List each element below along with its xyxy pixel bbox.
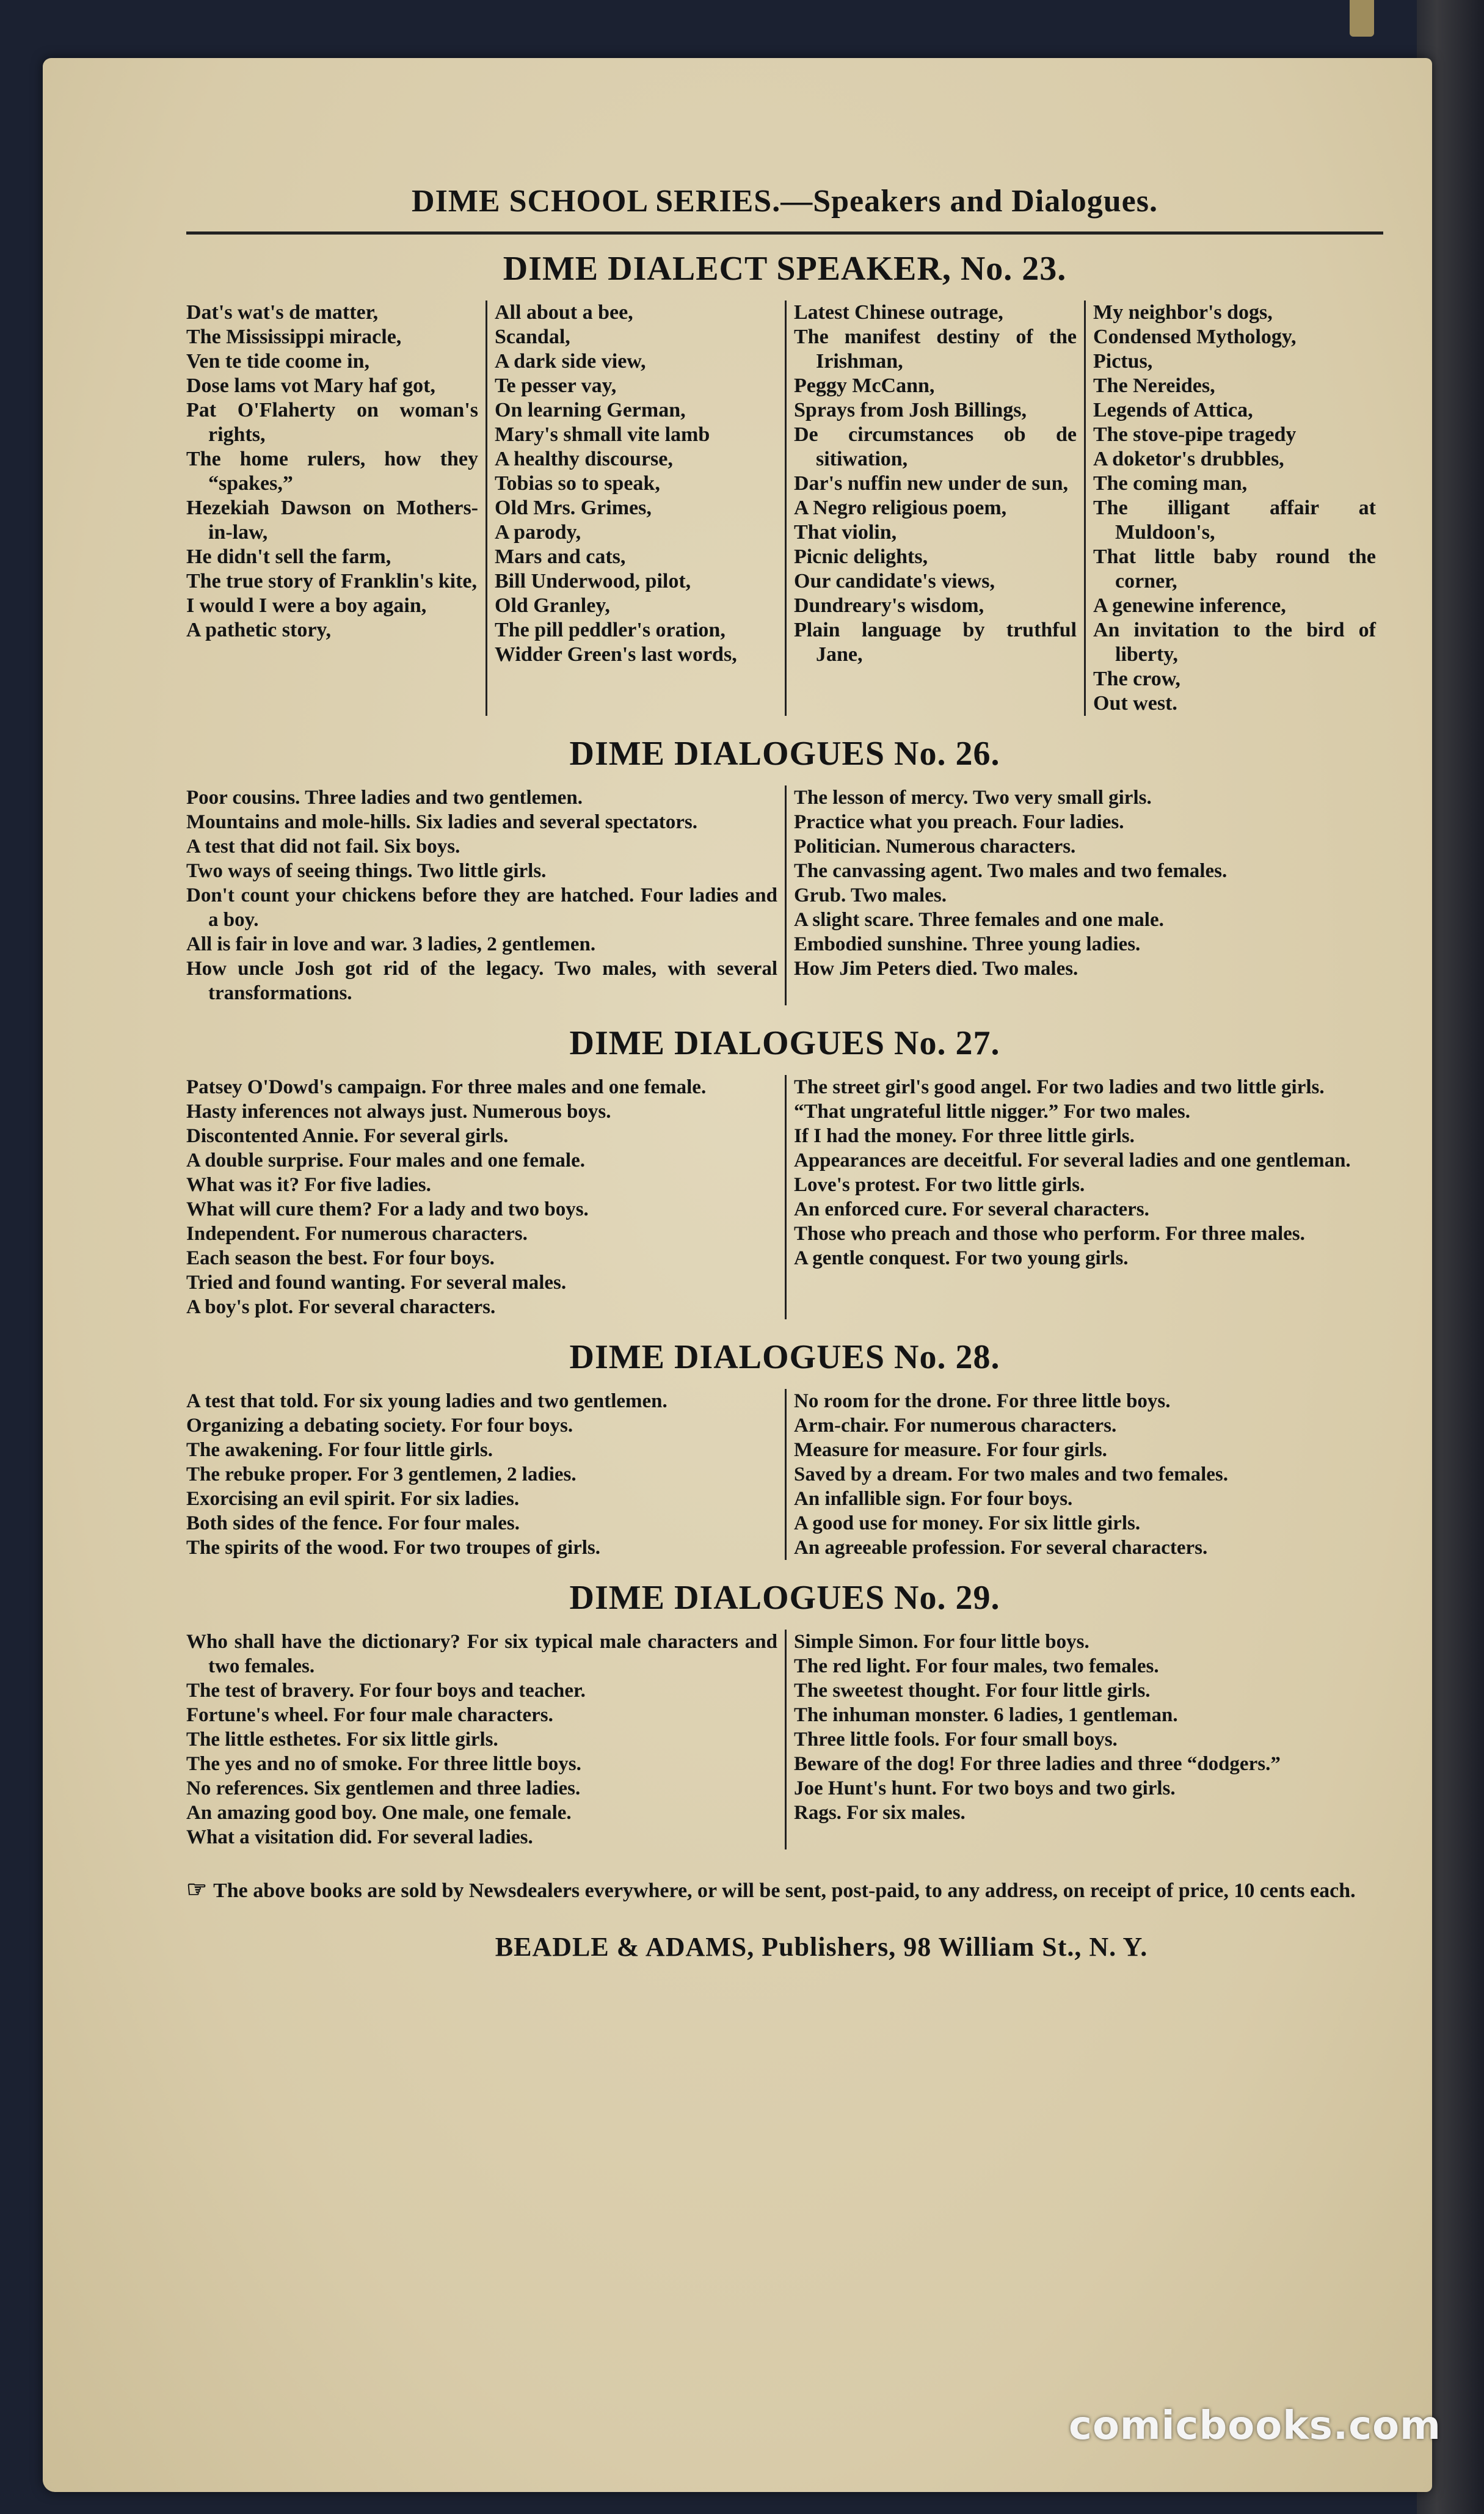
list-item: If I had the money. For three little girls.	[794, 1125, 1135, 1147]
list-item: Joe Hunt's hunt. For two boys and two girls.	[794, 1777, 1176, 1799]
section-title: DIME DIALOGUES No. 28.	[569, 1338, 1000, 1376]
list-item: Ven te tide coome in,	[186, 350, 369, 373]
list-item: Mars and cats,	[495, 545, 626, 568]
section-title: DIME DIALECT SPEAKER, No. 23.	[503, 250, 1067, 288]
list-item: Mary's shmall vite lamb	[495, 423, 710, 446]
watermark: comicbooks.com	[1069, 2403, 1441, 2449]
list-item: Bill Underwood, pilot,	[495, 570, 691, 592]
list-item: The true story of Franklin's kite,	[186, 570, 477, 592]
list-item: A test that did not fail. Six boys.	[186, 836, 460, 858]
list-item: That little baby round the corner,	[1093, 545, 1376, 592]
list-item: An amazing good boy. One male, one female.	[186, 1802, 572, 1824]
list-item: Arm-chair. For numerous characters.	[794, 1415, 1117, 1437]
list-item: The illigant affair at Muldoon's,	[1093, 497, 1376, 544]
list-item: What was it? For five ladies.	[186, 1174, 431, 1196]
sales-notice	[186, 1874, 1383, 1907]
list-item: On learning German,	[495, 399, 686, 421]
section-columns	[186, 301, 1383, 716]
list-item: The street girl's good angel. For two ladies and two little girls.	[794, 1076, 1325, 1098]
section-dialogues-26	[186, 734, 1383, 1005]
list-item: Both sides of the fence. For four males.	[186, 1512, 520, 1534]
column	[1084, 301, 1383, 716]
page-corner	[1350, 0, 1374, 37]
column	[186, 301, 486, 716]
list-item: He didn't sell the farm,	[186, 545, 391, 568]
list-item: Grub. Two males.	[794, 884, 947, 906]
list-item: The spirits of the wood. For two troupes of girls.	[186, 1537, 601, 1559]
section-dialogues-28	[186, 1338, 1383, 1560]
list-item: De circumstances ob de sitiwation,	[794, 423, 1077, 470]
list-item: Independent. For numerous characters.	[186, 1223, 528, 1245]
list-item: All is fair in love and war. 3 ladies, 2 gentlemen.	[186, 933, 596, 955]
column	[186, 1389, 785, 1560]
column	[785, 1389, 1383, 1560]
list-item: Measure for measure. For four girls.	[794, 1439, 1107, 1461]
list-item: Love's protest. For two little girls.	[794, 1174, 1085, 1196]
section-columns	[186, 1075, 1383, 1319]
list-item: Out west.	[1093, 692, 1177, 715]
list-item: The inhuman monster. 6 ladies, 1 gentleman.	[794, 1704, 1178, 1726]
section-dialogues-27	[186, 1024, 1383, 1319]
list-item: Embodied sunshine. Three young ladies.	[794, 933, 1141, 955]
list-item: The red light. For four males, two females.	[794, 1655, 1159, 1677]
list-item: Each season the best. For four boys.	[186, 1247, 495, 1269]
list-item: The sweetest thought. For four little girls.	[794, 1680, 1151, 1702]
list-item: Hasty inferences not always just. Numerous boys.	[186, 1101, 611, 1123]
list-item: Rags. For six males.	[794, 1802, 966, 1824]
list-item: Saved by a dream. For two males and two females.	[794, 1463, 1228, 1485]
column	[785, 785, 1383, 1005]
list-item: Practice what you preach. Four ladies.	[794, 811, 1124, 833]
list-item: A gentle conquest. For two young girls.	[794, 1247, 1129, 1269]
column	[186, 1630, 785, 1849]
list-item: Tried and found wanting. For several males.	[186, 1272, 567, 1294]
list-item: The coming man,	[1093, 472, 1248, 495]
list-item: The little esthetes. For six little girls.	[186, 1729, 498, 1751]
list-item: Peggy McCann,	[794, 374, 935, 397]
list-item: Those who preach and those who perform. For three males.	[794, 1223, 1305, 1245]
list-item: Hezekiah Dawson on Mothers-in-law,	[186, 497, 478, 544]
list-item: Dose lams vot Mary haf got,	[186, 374, 435, 397]
list-item: The home rulers, how they “spakes,”	[186, 448, 478, 495]
pointing-hand-icon: ☞	[186, 1877, 208, 1903]
list-item: Discontented Annie. For several girls.	[186, 1125, 509, 1147]
column	[186, 1075, 785, 1319]
list-item: The pill peddler's oration,	[495, 619, 726, 641]
section-dialect-speaker-23	[186, 249, 1383, 716]
list-item: Scandal,	[495, 326, 570, 348]
list-item: Old Granley,	[495, 594, 610, 617]
list-item: An infallible sign. For four boys.	[794, 1488, 1073, 1510]
list-item: Sprays from Josh Billings,	[794, 399, 1027, 421]
list-item: The awakening. For four little girls.	[186, 1439, 493, 1461]
page-content	[186, 183, 1383, 1962]
list-item: The crow,	[1093, 668, 1180, 690]
list-item: An enforced cure. For several characters.	[794, 1198, 1149, 1220]
section-title: DIME DIALOGUES No. 26.	[569, 735, 1000, 773]
list-item: Tobias so to speak,	[495, 472, 660, 495]
list-item: Dundreary's wisdom,	[794, 594, 984, 617]
section-columns	[186, 785, 1383, 1005]
section-title: DIME DIALOGUES No. 27.	[569, 1024, 1000, 1062]
list-item: An invitation to the bird of liberty,	[1093, 619, 1376, 666]
list-item: Two ways of seeing things. Two little girls.	[186, 860, 547, 882]
column	[486, 301, 785, 716]
list-item: A pathetic story,	[186, 619, 332, 641]
list-item: The Mississippi miracle,	[186, 326, 402, 348]
list-item: Dat's wat's de matter,	[186, 301, 379, 324]
list-item: Beware of the dog! For three ladies and three “dodgers.”	[794, 1753, 1281, 1775]
list-item: The yes and no of smoke. For three little boys.	[186, 1753, 581, 1775]
list-item: How uncle Josh got rid of the legacy. Two males, with several transformations.	[186, 958, 777, 1004]
column	[186, 785, 785, 1005]
list-item: Condensed Mythology,	[1093, 326, 1297, 348]
list-item: The test of bravery. For four boys and teacher.	[186, 1680, 586, 1702]
list-item: The canvassing agent. Two males and two females.	[794, 860, 1228, 882]
list-item: How Jim Peters died. Two males.	[794, 958, 1078, 980]
list-item: Poor cousins. Three ladies and two gentlemen.	[186, 787, 583, 809]
list-item: A Negro religious poem,	[794, 497, 1007, 519]
running-head: DIME SCHOOL SERIES.—Speakers and Dialogues.	[186, 183, 1383, 235]
list-item: Pat O'Flaherty on woman's rights,	[186, 399, 478, 446]
list-item: Exorcising an evil spirit. For six ladies.	[186, 1488, 520, 1510]
list-item: A healthy discourse,	[495, 448, 673, 470]
list-item: Don't count your chickens before they are hatched. Four ladies and a boy.	[186, 884, 777, 931]
list-item: The rebuke proper. For 3 gentlemen, 2 ladies.	[186, 1463, 577, 1485]
list-item: A dark side view,	[495, 350, 646, 373]
list-item: That violin,	[794, 521, 897, 544]
list-item: A double surprise. Four males and one female.	[186, 1150, 585, 1171]
list-item: Who shall have the dictionary? For six typical male characters and two females.	[186, 1631, 777, 1677]
list-item: The Nereides,	[1093, 374, 1215, 397]
column	[785, 301, 1084, 716]
list-item: The stove-pipe tragedy	[1093, 423, 1297, 446]
list-item: No room for the drone. For three little boys.	[794, 1390, 1171, 1412]
section-title: DIME DIALOGUES No. 29.	[569, 1579, 1000, 1617]
list-item: “That ungrateful little nigger.” For two males.	[794, 1101, 1190, 1123]
list-item: A doketor's drubbles,	[1093, 448, 1284, 470]
list-item: Latest Chinese outrage,	[794, 301, 1003, 324]
list-item: Our candidate's views,	[794, 570, 995, 592]
list-item: Mountains and mole-hills. Six ladies and several spectators.	[186, 811, 697, 833]
list-item: Patsey O'Dowd's campaign. For three males and one female.	[186, 1076, 707, 1098]
list-item: The lesson of mercy. Two very small girls.	[794, 787, 1152, 809]
list-item: The manifest destiny of the Irishman,	[794, 326, 1077, 373]
list-item: A test that told. For six young ladies and two gentlemen.	[186, 1390, 667, 1412]
list-item: Pictus,	[1093, 350, 1153, 373]
column	[785, 1075, 1383, 1319]
list-item: Plain language by truthful Jane,	[794, 619, 1077, 666]
list-item: All about a bee,	[495, 301, 633, 324]
list-item: My neighbor's dogs,	[1093, 301, 1273, 324]
list-item: Dar's nuffin new under de sun,	[794, 472, 1069, 495]
list-item: What a visitation did. For several ladies.	[186, 1826, 533, 1848]
section-columns	[186, 1630, 1383, 1849]
list-item: Widder Green's last words,	[495, 643, 737, 666]
list-item: Fortune's wheel. For four male characters.	[186, 1704, 553, 1726]
list-item: Organizing a debating society. For four boys.	[186, 1415, 573, 1437]
list-item: A genewine inference,	[1093, 594, 1286, 617]
list-item: Politician. Numerous characters.	[794, 836, 1076, 858]
list-item: A slight scare. Three females and one male.	[794, 909, 1164, 931]
list-item: A parody,	[495, 521, 581, 544]
list-item: What will cure them? For a lady and two boys.	[186, 1198, 589, 1220]
list-item: Te pesser vay,	[495, 374, 617, 397]
section-columns	[186, 1389, 1383, 1560]
list-item: I would I were a boy again,	[186, 594, 427, 617]
column	[785, 1630, 1383, 1849]
section-dialogues-29	[186, 1578, 1383, 1849]
publisher-imprint: BEADLE & ADAMS, Publishers, 98 William St., N. Y.	[495, 1932, 1148, 1962]
list-item: A good use for money. For six little girls.	[794, 1512, 1141, 1534]
list-item: Picnic delights,	[794, 545, 928, 568]
list-item: Legends of Attica,	[1093, 399, 1253, 421]
list-item: Three little fools. For four small boys.	[794, 1729, 1118, 1751]
sales-notice-text: The above books are sold by Newsdealers everywhere, or will be sent, post-paid, to any address, on receipt of price, 10 cents each.	[213, 1879, 1356, 1902]
list-item: No references. Six gentlemen and three ladies.	[186, 1777, 581, 1799]
list-item: Appearances are deceitful. For several ladies and one gentleman.	[794, 1150, 1351, 1171]
list-item: A boy's plot. For several characters.	[186, 1296, 496, 1318]
list-item: Old Mrs. Grimes,	[495, 497, 652, 519]
list-item: An agreeable profession. For several characters.	[794, 1537, 1208, 1559]
list-item: Simple Simon. For four little boys.	[794, 1631, 1089, 1653]
